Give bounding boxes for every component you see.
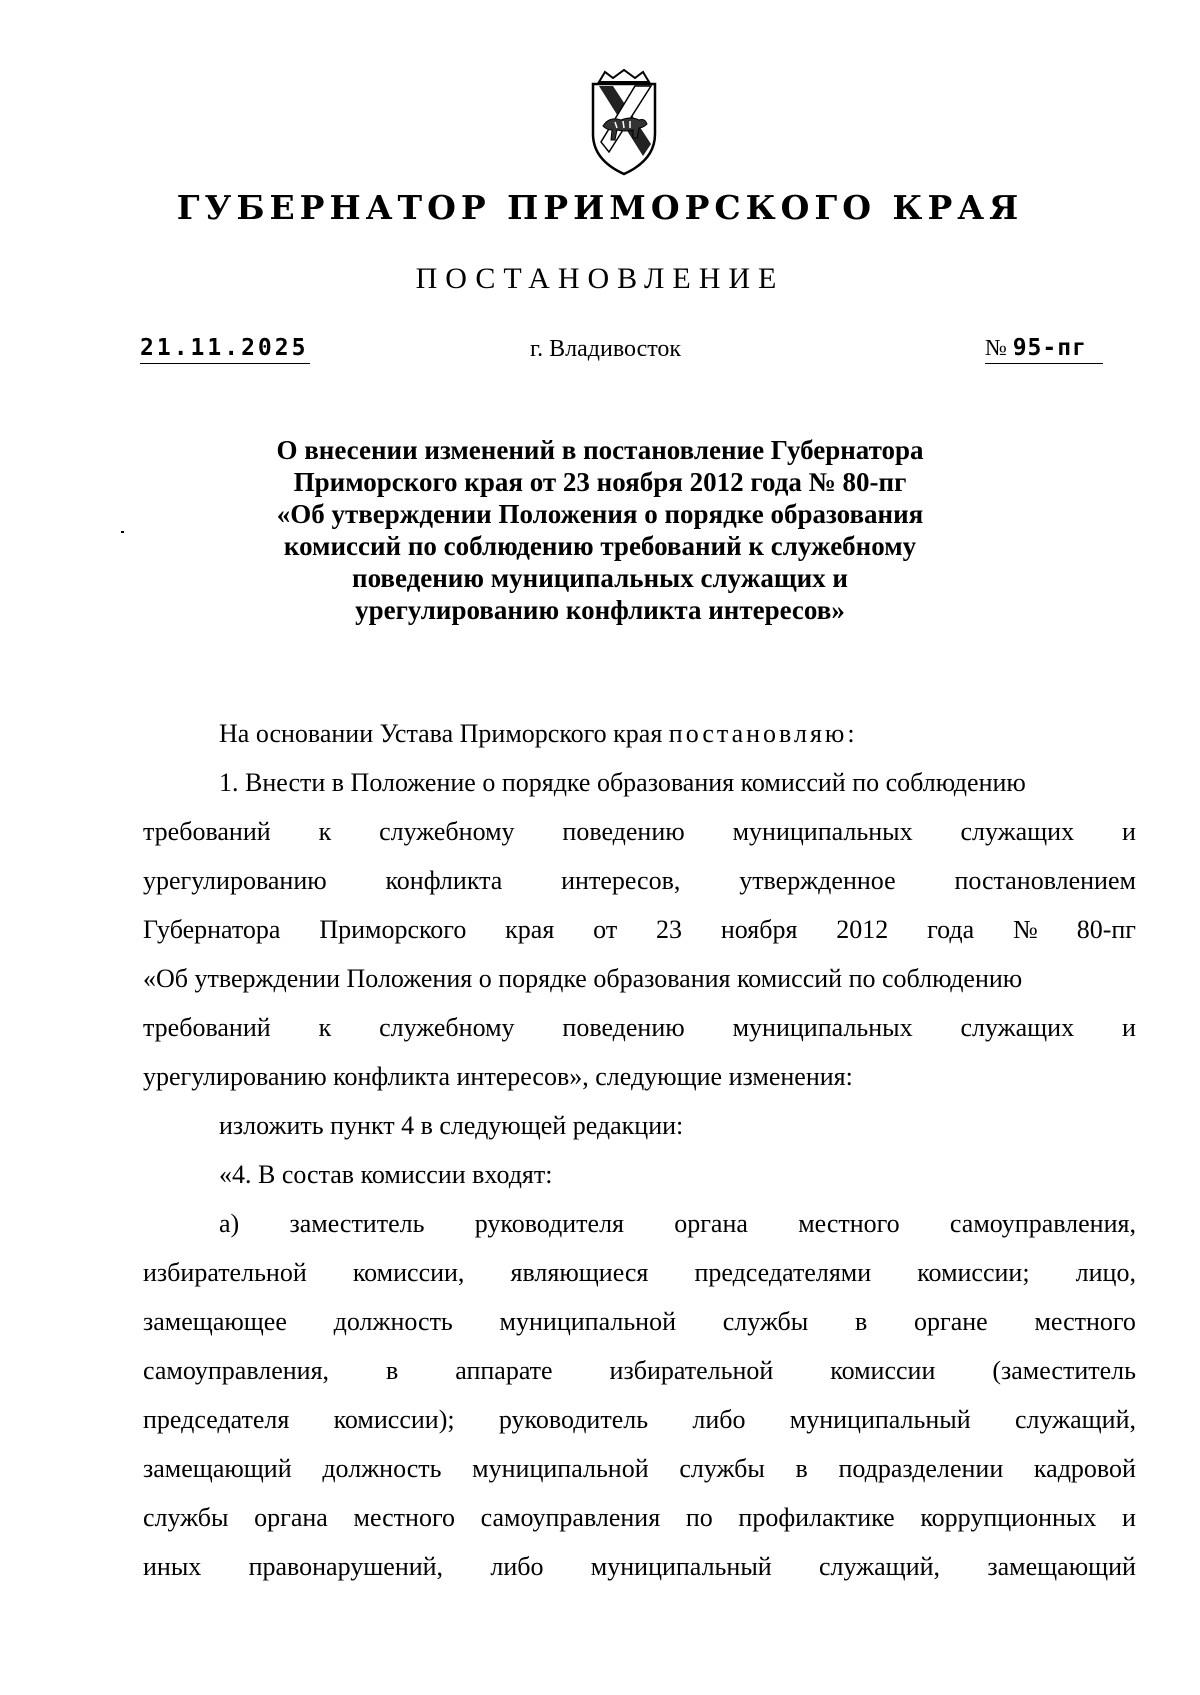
word: муниципальных — [732, 1013, 913, 1042]
title-line: О внесении изменений в постановление Губернатора — [276, 435, 924, 465]
word: в — [795, 1454, 808, 1483]
word: должность — [322, 1454, 442, 1483]
word: от — [593, 915, 618, 944]
word: служебному — [379, 1013, 515, 1042]
word: являющиеся — [510, 1258, 649, 1287]
word: иных — [143, 1552, 202, 1581]
word: председателя — [143, 1405, 290, 1434]
word: (заместитель — [992, 1356, 1136, 1385]
body-line — [143, 856, 1136, 905]
word: 2012 — [836, 915, 889, 944]
intro-text: На основании Устава Приморского края — [219, 719, 663, 748]
word: местного — [353, 1503, 455, 1532]
word: избирательной — [143, 1258, 307, 1287]
word: местного — [798, 1209, 900, 1238]
word: муниципальный — [789, 1405, 971, 1434]
issuer-heading: ГУБЕРНАТОР ПРИМОРСКОГО КРАЯ — [176, 188, 1024, 227]
word: урегулированию — [143, 866, 327, 895]
word: лицо, — [1075, 1258, 1136, 1287]
word: служащий, — [819, 1552, 941, 1581]
body-line — [143, 905, 1136, 954]
word: избирательной — [609, 1356, 774, 1385]
word: по — [685, 1503, 713, 1532]
title-line: комиссий по соблюдению требований к служебному — [283, 531, 917, 561]
word: подразделении — [838, 1454, 1004, 1483]
word: замещающий — [143, 1454, 292, 1483]
document-city: г. Владивосток — [530, 336, 682, 362]
body-line: «4. В состав комиссии входят: — [219, 1160, 553, 1189]
word: в — [855, 1307, 868, 1336]
body-line — [143, 1199, 1136, 1248]
word: самоуправления, — [143, 1356, 330, 1385]
word: и — [1122, 1503, 1136, 1532]
word: Губернатора — [143, 915, 281, 944]
word: в — [386, 1356, 399, 1385]
title-line: «Об утверждении Положения о порядке образования — [276, 499, 924, 529]
body-line: урегулированию конфликта интересов», следующие изменения: — [143, 1062, 853, 1091]
body-line — [143, 1444, 1136, 1493]
word: аппарате — [455, 1356, 553, 1385]
word: служащих — [960, 1013, 1075, 1042]
word: правонарушений, — [248, 1552, 444, 1581]
word: местного — [1034, 1307, 1136, 1336]
word: поведению — [562, 1013, 685, 1042]
body-line — [143, 1493, 1136, 1542]
word: либо — [490, 1552, 544, 1581]
intro-paragraph — [143, 709, 1136, 758]
document-date: 21.11.2025 — [140, 335, 310, 364]
coat-of-arms-icon — [585, 68, 663, 178]
stray-mark — [121, 531, 124, 533]
body-line: 1. Внести в Положение о порядке образования комиссий по соблюдению — [219, 768, 1026, 797]
word: муниципальных — [732, 817, 913, 846]
word: постановлением — [954, 866, 1136, 895]
word: служащих — [960, 817, 1075, 846]
word: № — [1013, 915, 1038, 944]
word: заместитель — [289, 1209, 425, 1238]
word: 23 — [656, 915, 683, 944]
number-value: 95-пг — [1012, 335, 1087, 361]
intro-decree-word: постановляю: — [668, 719, 858, 748]
word: к — [318, 817, 332, 846]
word: служащий, — [1014, 1405, 1136, 1434]
word: службы — [143, 1503, 229, 1532]
word: комиссии; — [917, 1258, 1030, 1287]
word: 80-пг — [1076, 915, 1136, 944]
title-line: поведению муниципальных служащих и — [352, 563, 848, 593]
word: кадровой — [1033, 1454, 1136, 1483]
word: самоуправления — [480, 1503, 661, 1532]
title-line: Приморского края от 23 ноября 2012 года № 80-пг — [293, 467, 907, 497]
word: требований — [143, 817, 271, 846]
word: службы — [722, 1307, 809, 1336]
document-type: ПОСТАНОВЛЕНИЕ — [415, 262, 785, 295]
body-line — [143, 1542, 1136, 1591]
word: муниципальной — [472, 1454, 649, 1483]
body-line — [143, 1248, 1136, 1297]
word: комиссии — [830, 1356, 936, 1385]
word: замещающий — [987, 1552, 1136, 1581]
word: края — [505, 915, 555, 944]
body-line — [143, 1297, 1136, 1346]
word: служебному — [379, 817, 515, 846]
word: замещающее — [143, 1307, 287, 1336]
document-body — [143, 709, 1136, 1591]
document-number — [985, 335, 1103, 364]
word: поведению — [562, 817, 685, 846]
body-line: изложить пункт 4 в следующей редакции: — [219, 1111, 684, 1140]
word: и — [1122, 817, 1136, 846]
word: должность — [333, 1307, 453, 1336]
word: требований — [143, 1013, 271, 1042]
word: самоуправления, — [949, 1209, 1136, 1238]
word: либо — [692, 1405, 746, 1434]
word: органа — [254, 1503, 328, 1532]
word: комиссии, — [352, 1258, 465, 1287]
word: органа — [674, 1209, 748, 1238]
word: и — [1122, 1013, 1136, 1042]
word: комиссии); — [333, 1405, 455, 1434]
body-line — [143, 1346, 1136, 1395]
word: муниципальной — [499, 1307, 676, 1336]
word: службы — [679, 1454, 765, 1483]
word: к — [318, 1013, 332, 1042]
body-line — [143, 1003, 1136, 1052]
word: конфликта — [385, 866, 503, 895]
word: утвержденное — [739, 866, 896, 895]
body-line — [143, 807, 1136, 856]
word: руководитель — [498, 1405, 649, 1434]
word: муниципальный — [590, 1552, 772, 1581]
body-line — [143, 1395, 1136, 1444]
document-title — [230, 434, 970, 626]
word: коррупционных — [920, 1503, 1097, 1532]
word: руководителя — [474, 1209, 625, 1238]
word: председателями — [694, 1258, 872, 1287]
word: органе — [914, 1307, 988, 1336]
word: интересов, — [561, 866, 681, 895]
word: профилактике — [738, 1503, 895, 1532]
word: года — [927, 915, 975, 944]
word: а) — [219, 1209, 240, 1238]
word: Приморского — [319, 915, 467, 944]
body-line: «Об утверждении Положения о порядке образования комиссий по соблюдению — [143, 964, 1023, 993]
title-line: урегулированию конфликта интересов» — [355, 595, 845, 625]
number-sign: № — [985, 335, 1007, 360]
word: ноября — [720, 915, 798, 944]
